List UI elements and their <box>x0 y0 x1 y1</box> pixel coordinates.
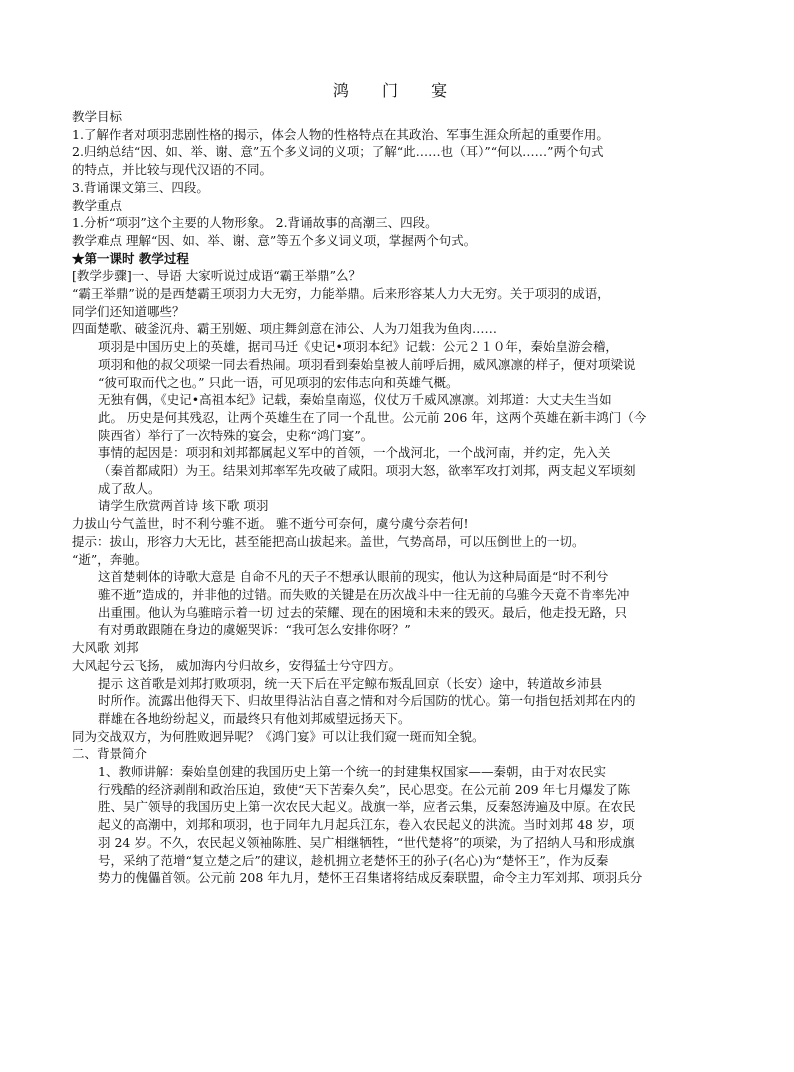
text-line: 骓不逝”造成的，并非他的过错。而失败的关键是在历次战斗中一往无前的乌骓今天竟不肯率先冲 <box>98 586 630 602</box>
text-line: 项羽是中国历史上的英雄，据司马迁《史记•项羽本纪》记载：公元２１０年，秦始皇游会稽， <box>98 339 618 355</box>
text-line: 势力的傀儡首领。公元前 208 年九月，楚怀王召集诸将结成反秦联盟，命令主力军刘邦、项羽兵分 <box>98 870 643 886</box>
text-line: 成了敌人。 <box>98 480 161 496</box>
text-line: 2.归纳总结“因、如、举、谢、意”五个多义词的义项；了解“此……也（耳）”“何以……”两个句式 <box>72 144 604 160</box>
text-line: 时所作。流露出他得天下、归故里得沾沾自喜之情和对今后国防的忧心。第一句指包括刘邦在内的 <box>98 693 636 709</box>
text-line: 大风起兮云飞扬， 威加海内兮归故乡，安得猛士兮守四方。 <box>72 657 401 673</box>
text-line: 有对勇敢跟随在身边的虞姬哭诉：“我可怎么安排你呀？” <box>98 622 411 638</box>
document-title: 鸿 门 宴 <box>332 81 462 100</box>
text-line: 教学难点 理解“因、如、举、谢、意”等五个多义词义项，掌握两个句式。 <box>72 232 477 248</box>
text-line: [教学步骤]一、导语 大家听说过成语“霸王举鼎”么？ <box>72 268 362 284</box>
text-line: 陕西省）举行了一次特殊的宴会，史称“鸿门宴”。 <box>98 427 374 443</box>
text-line: 请学生欣赏两首诗 垓下歌 项羽 <box>98 498 269 514</box>
document-body <box>72 108 722 887</box>
text-line: 1.了解作者对项羽悲剧性格的揭示，体会人物的性格特点在其政治、军事生涯众所起的重要作用。 <box>72 126 609 142</box>
text-line: 同学们还知道哪些？ <box>72 303 185 319</box>
text-line: 四面楚歌、破釜沉舟、霸王别姬、项庄舞剑意在沛公、人为刀俎我为鱼肉…… <box>72 321 498 337</box>
text-line: 1、教师讲解：秦始皇创建的我国历史上第一个统一的封建集权国家——秦朝，由于对农民实 <box>98 764 606 780</box>
text-line: “逝”，奔驰。 <box>72 551 148 567</box>
text-line: “霸王举鼎”说的是西楚霸王项羽力大无穷，力能举鼎。后来形容某人力大无穷。关于项羽的成语， <box>72 286 610 302</box>
document-page <box>72 78 722 887</box>
text-line: 项羽和他的叔父项梁一同去看热闹。项羽看到秦始皇被人前呼后拥，威风凛凛的样子，便对项梁说 <box>98 356 636 372</box>
text-line: 羽 24 岁。不久，农民起义领袖陈胜、吴广相继牺牲，“世代楚将”的项梁，为了招纳人马和形成旗 <box>98 834 635 850</box>
text-line: 3.背诵课文第三、四段。 <box>72 179 209 195</box>
text-line: 同为交战双方，为何胜败迥异呢？《鸿门宴》可以让我们窥一斑而知全貌。 <box>72 728 485 744</box>
text-line: 二、背景简介 <box>72 746 148 762</box>
text-line: 力拔山兮气盖世，时不利兮骓不逝。 骓不逝兮可奈何，虞兮虞兮奈若何! <box>72 516 469 532</box>
text-line: “彼可取而代之也。” 只此一语，可见项羽的宏伟志向和英雄气概。 <box>98 374 459 390</box>
text-line: 行残酷的经济剥削和政治压迫，致使“天下苦秦久矣”，民心思变。在公元前 209 年七月爆发了陈 <box>98 781 631 797</box>
text-line: 胜、吴广领导的我国历史上第一次农民大起义。战旗一举，应者云集，反秦怒涛遍及中原。在农民 <box>98 799 636 815</box>
text-line: 教学重点 <box>72 197 123 213</box>
text-line: 无独有偶，《史记•高祖本纪》记载，秦始皇南巡，仪仗万千威风凛凛。刘邦道：大丈夫生当如 <box>98 392 612 408</box>
text-line: 群雄在各地纷纷起义，而最终只有他刘邦威望远扬天下。 <box>98 710 411 726</box>
text-line: ★第一课时 教学过程 <box>72 250 189 266</box>
text-line: 提示 这首歌是刘邦打败项羽，统一天下后在平定鲸布叛乱回京（长安）途中，转道故乡沛县 <box>98 675 602 691</box>
text-line: 提示：拔山，形容力大无比，甚至能把高山拔起来。盖世，气势高昂，可以压倒世上的一切。 <box>72 533 585 549</box>
text-line: 这首楚刺体的诗歌大意是 自命不凡的天子不想承认眼前的现实，他认为这种局面是“时不利兮 <box>98 569 609 585</box>
text-line: 的特点，并比较与现代汉语的不同。 <box>72 162 273 178</box>
text-line: 此。 历史是何其残忍，让两个英雄生在了同一个乱世。公元前 206 年，这两个英雄在新丰鸿门（今 <box>98 409 647 425</box>
text-line: 起义的高潮中，刘邦和项羽，也于同年九月起兵江东，卷入农民起义的洪流。当时刘邦 48 岁，项 <box>98 817 635 833</box>
text-line: 教学目标 <box>72 109 123 124</box>
text-line: （秦首都咸阳）为王。结果刘邦率军先攻破了咸阳。项羽大怒，欲率军攻打刘邦，两支起义军顷刻 <box>98 463 636 479</box>
text-line: 出重围。他认为乌骓暗示着一切 过去的荣耀、现在的困境和未来的毁灭。最后，他走投无路，只 <box>98 604 627 620</box>
text-line: 大风歌 刘邦 <box>72 640 139 656</box>
text-line: 事情的起因是：项羽和刘邦都属起义军中的首领，一个战河北，一个战河南，并约定，先入关 <box>98 445 611 461</box>
text-line: 1.分析“项羽”这个主要的人物形象。 2.背诵故事的高潮三、四段。 <box>72 215 438 231</box>
text-line: 号，采纳了范增“复立楚之后”的建议，趁机拥立老楚怀王的孙子(名心)为“楚怀王”，作为反秦 <box>98 852 609 868</box>
